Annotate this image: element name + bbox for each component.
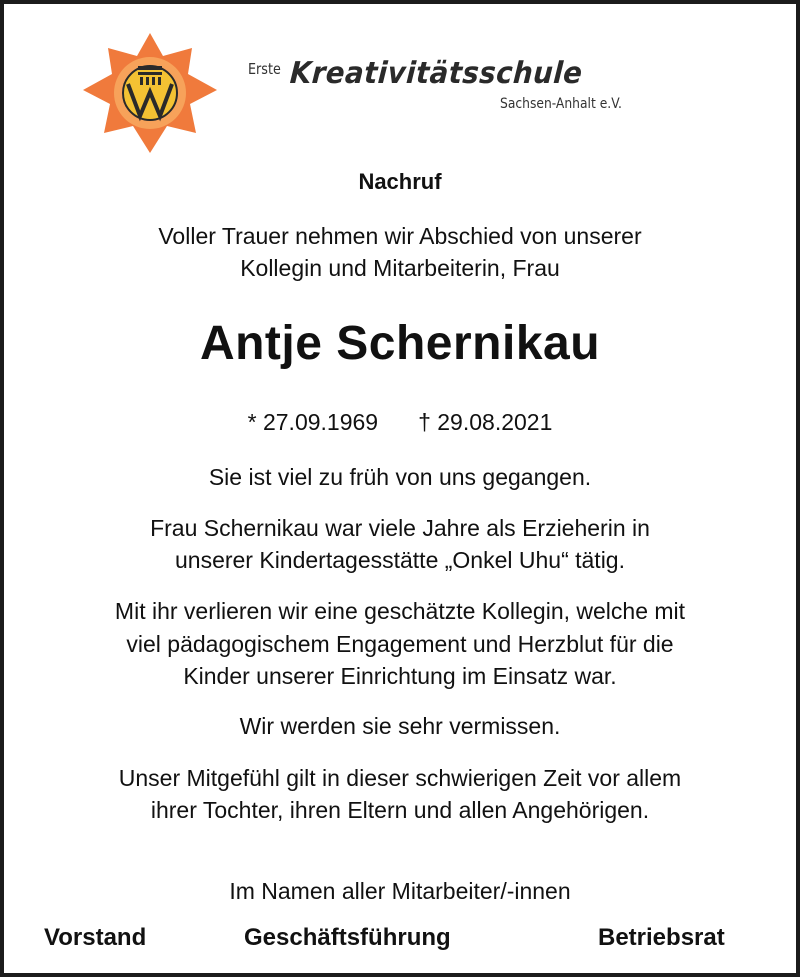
paragraph-line: ihrer Tochter, ihren Eltern und allen Angehörigen. bbox=[150, 797, 650, 823]
intro-line: Kollegin und Mitarbeiterin, Frau bbox=[240, 255, 560, 281]
paragraph-line: viel pädagogischem Engagement und Herzblut für die bbox=[126, 631, 674, 657]
message-line: Sie ist viel zu früh von uns gegangen. bbox=[208, 464, 592, 490]
birth-date: * 27.09.1969 bbox=[247, 409, 379, 435]
paragraph-line: Frau Schernikau war viele Jahre als Erzieherin in bbox=[150, 515, 650, 541]
deceased-name: Antje Schernikau bbox=[199, 317, 601, 370]
logo-erste: Erste bbox=[248, 60, 281, 78]
paragraph-line: Mit ihr verlieren wir eine geschätzte Kollegin, welche mit bbox=[114, 598, 686, 624]
death-date: † 29.08.2021 bbox=[418, 409, 553, 435]
logo-subtitle: Sachsen-Anhalt e.V. bbox=[500, 96, 622, 112]
logo-name: Kreativitätsschule bbox=[288, 56, 584, 91]
signature-board: Vorstand bbox=[44, 924, 147, 951]
signature-works-council: Betriebsrat bbox=[598, 924, 725, 951]
intro-line: Voller Trauer nehmen wir Abschied von unserer bbox=[158, 223, 642, 249]
message-line: Wir werden sie sehr vermissen. bbox=[239, 713, 561, 739]
life-dates bbox=[4, 409, 796, 436]
school-logo-icon bbox=[80, 30, 220, 156]
paragraph-line: Unser Mitgefühl gilt in dieser schwierigen Zeit vor allem bbox=[118, 765, 682, 791]
school-logo-wordmark bbox=[248, 56, 668, 126]
closing-line: Im Namen aller Mitarbeiter/-innen bbox=[229, 878, 571, 904]
notice-heading: Nachruf bbox=[358, 169, 442, 194]
signature-management: Geschäftsführung bbox=[244, 924, 451, 951]
paragraph-line: Kinder unserer Einrichtung im Einsatz war. bbox=[183, 663, 617, 689]
paragraph-line: unserer Kindertagesstätte „Onkel Uhu“ tätig. bbox=[174, 547, 625, 573]
